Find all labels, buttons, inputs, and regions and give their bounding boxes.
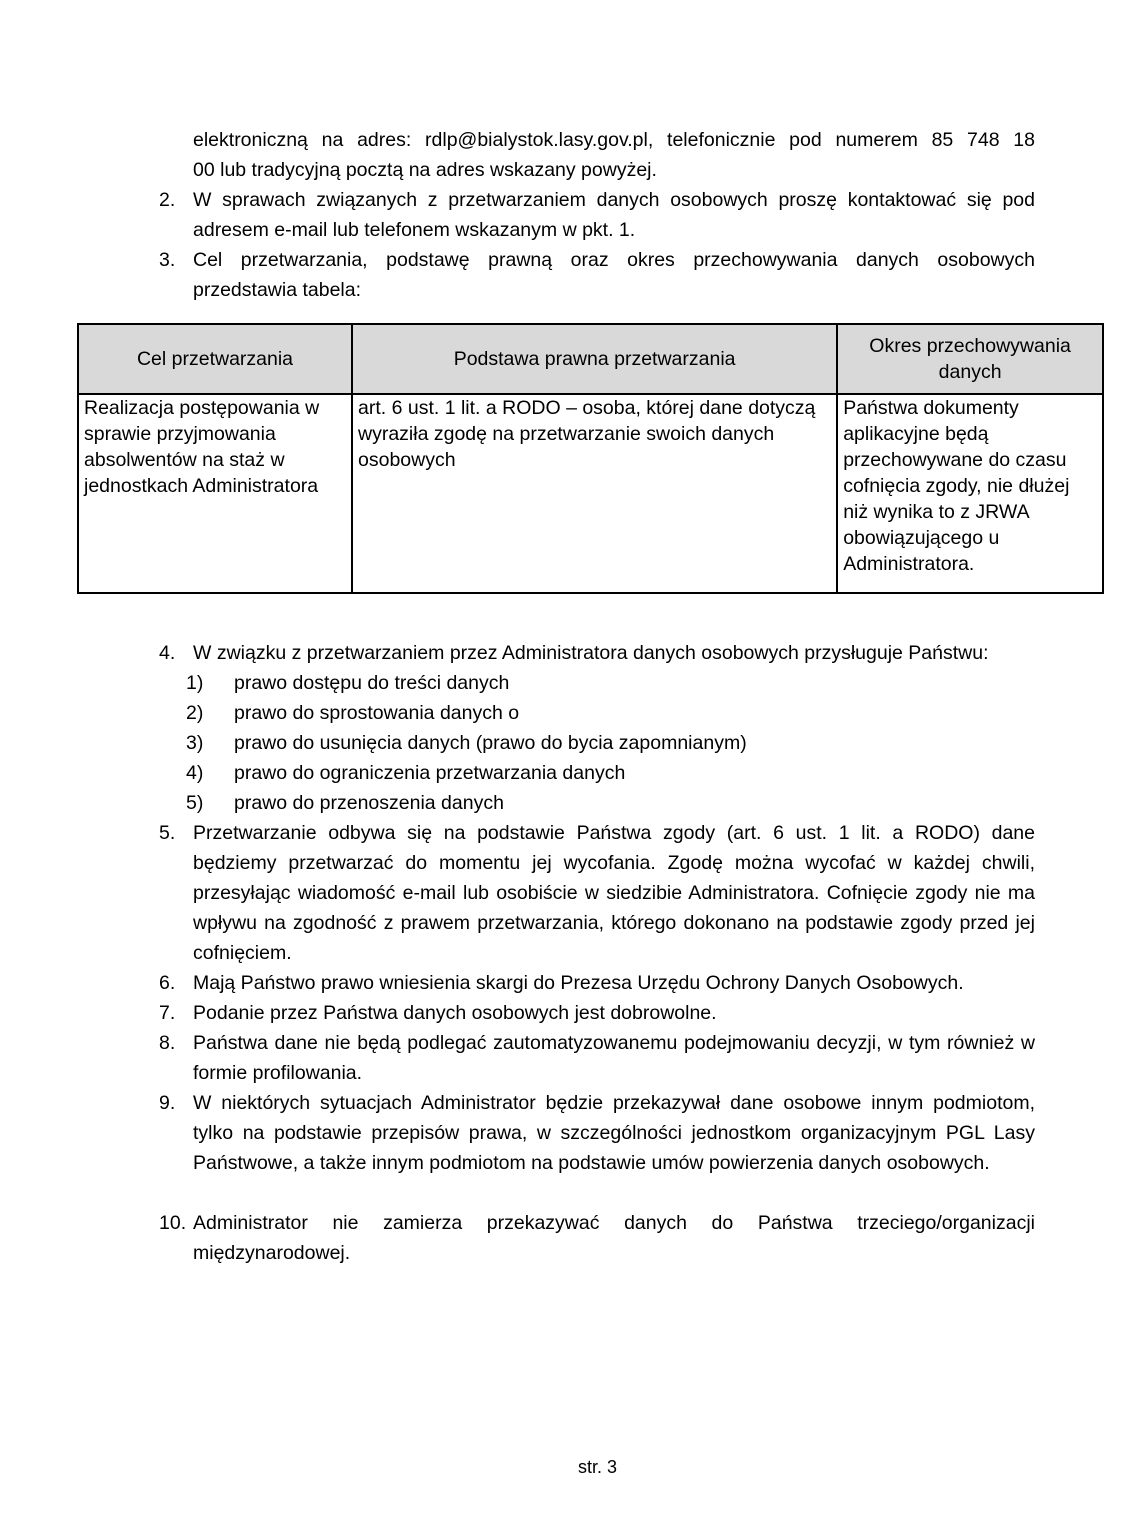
item-number: 5.	[159, 822, 176, 844]
processing-table	[77, 323, 1104, 594]
table-header-cell: Podstawa prawna przetwarzania	[352, 324, 837, 394]
right-number: 1)	[186, 672, 204, 694]
table-cell: Państwa dokumenty aplikacyjne będą przechowywane do czasu cofnięcia zgody, nie dłużej niż wynika to z JRWA obowiązującego u Administratora.	[837, 394, 1103, 593]
item-text: W związku z przetwarzaniem przez Administratora danych osobowych przysługuje Państwu:	[193, 642, 989, 664]
item-text: W sprawach związanych z przetwarzaniem danych osobowych proszę kontaktować się pod adresem e-mail lub telefonem wskazanym w pkt. 1.	[193, 189, 1035, 241]
item-number: 6.	[159, 972, 176, 994]
table-cell: art. 6 ust. 1 lit. a RODO – osoba, której dane dotyczą wyraziła zgodę na przetwarzanie swoich danych osobowych	[352, 394, 837, 593]
right-text: prawo do przenoszenia danych	[234, 792, 504, 814]
table-row	[78, 394, 1103, 593]
right-text: prawo dostępu do treści danych	[234, 672, 510, 694]
item-text: W niektórych sytuacjach Administrator będzie przekazywał dane osobowe innym podmiotom, tylko na podstawie przepisów prawa, w szczególności jednostkom organizacyjnym PGL Lasy Państwowe, a także innym podmiotom na podstawie umów powierzenia danych osobowych.	[193, 1092, 1035, 1174]
item-text: Cel przetwarzania, podstawę prawną oraz okres przechowywania danych osobowych przedstawia tabela:	[193, 249, 1035, 301]
item-text: Administrator nie zamierza przekazywać danych do Państwa trzeciego/organizacji międzynarodowej.	[193, 1212, 1035, 1264]
table-header-cell: Cel przetwarzania	[78, 324, 352, 394]
right-text: prawo do sprostowania danych o	[234, 702, 520, 724]
intro-line-2: 00 lub tradycyjną pocztą na adres wskazany powyżej.	[193, 159, 657, 181]
right-number: 3)	[186, 732, 204, 754]
item-text: Mają Państwo prawo wniesienia skargi do Prezesa Urzędu Ochrony Danych Osobowych.	[193, 972, 964, 994]
item-number: 2.	[159, 189, 176, 211]
item-text: Przetwarzanie odbywa się na podstawie Państwa zgody (art. 6 ust. 1 lit. a RODO) dane będziemy przetwarzać do momentu jej wycofania. Zgodę można wycofać w każdej chwili, przesyłając wiadomość e-mail lub osobiście w siedzibie Administratora. Cofnięcie zgody nie ma wpływu na zgodność z prawem przetwarzania, którego dokonano na podstawie zgody przed jej cofnięciem.	[193, 822, 1035, 964]
item-number: 7.	[159, 1002, 176, 1024]
right-text: prawo do usunięcia danych (prawo do bycia zapomnianym)	[234, 732, 747, 754]
page-number: str. 3	[577, 1457, 617, 1477]
table-cell: Realizacja postępowania w sprawie przyjmowania absolwentów na staż w jednostkach Administratora	[78, 394, 352, 593]
item-number: 3.	[159, 249, 176, 271]
item-number: 8.	[159, 1032, 176, 1054]
right-number: 4)	[186, 762, 204, 784]
intro-line-1: elektroniczną na adres: rdlp@bialystok.lasy.gov.pl, telefonicznie pod numerem 85 748 18	[193, 129, 1035, 151]
item-text: Państwa dane nie będą podlegać zautomatyzowanemu podejmowaniu decyzji, w tym również w formie profilowania.	[193, 1032, 1035, 1084]
right-number: 5)	[186, 792, 204, 814]
table-header-row	[78, 324, 1103, 394]
item-number: 10.	[159, 1212, 187, 1234]
item-number: 4.	[159, 642, 176, 664]
right-number: 2)	[186, 702, 204, 724]
item-text: Podanie przez Państwa danych osobowych jest dobrowolne.	[193, 1002, 717, 1024]
item-number: 9.	[159, 1092, 176, 1114]
right-text: prawo do ograniczenia przetwarzania danych	[234, 762, 626, 784]
table-header-cell: Okres przechowywania danych	[837, 324, 1103, 394]
